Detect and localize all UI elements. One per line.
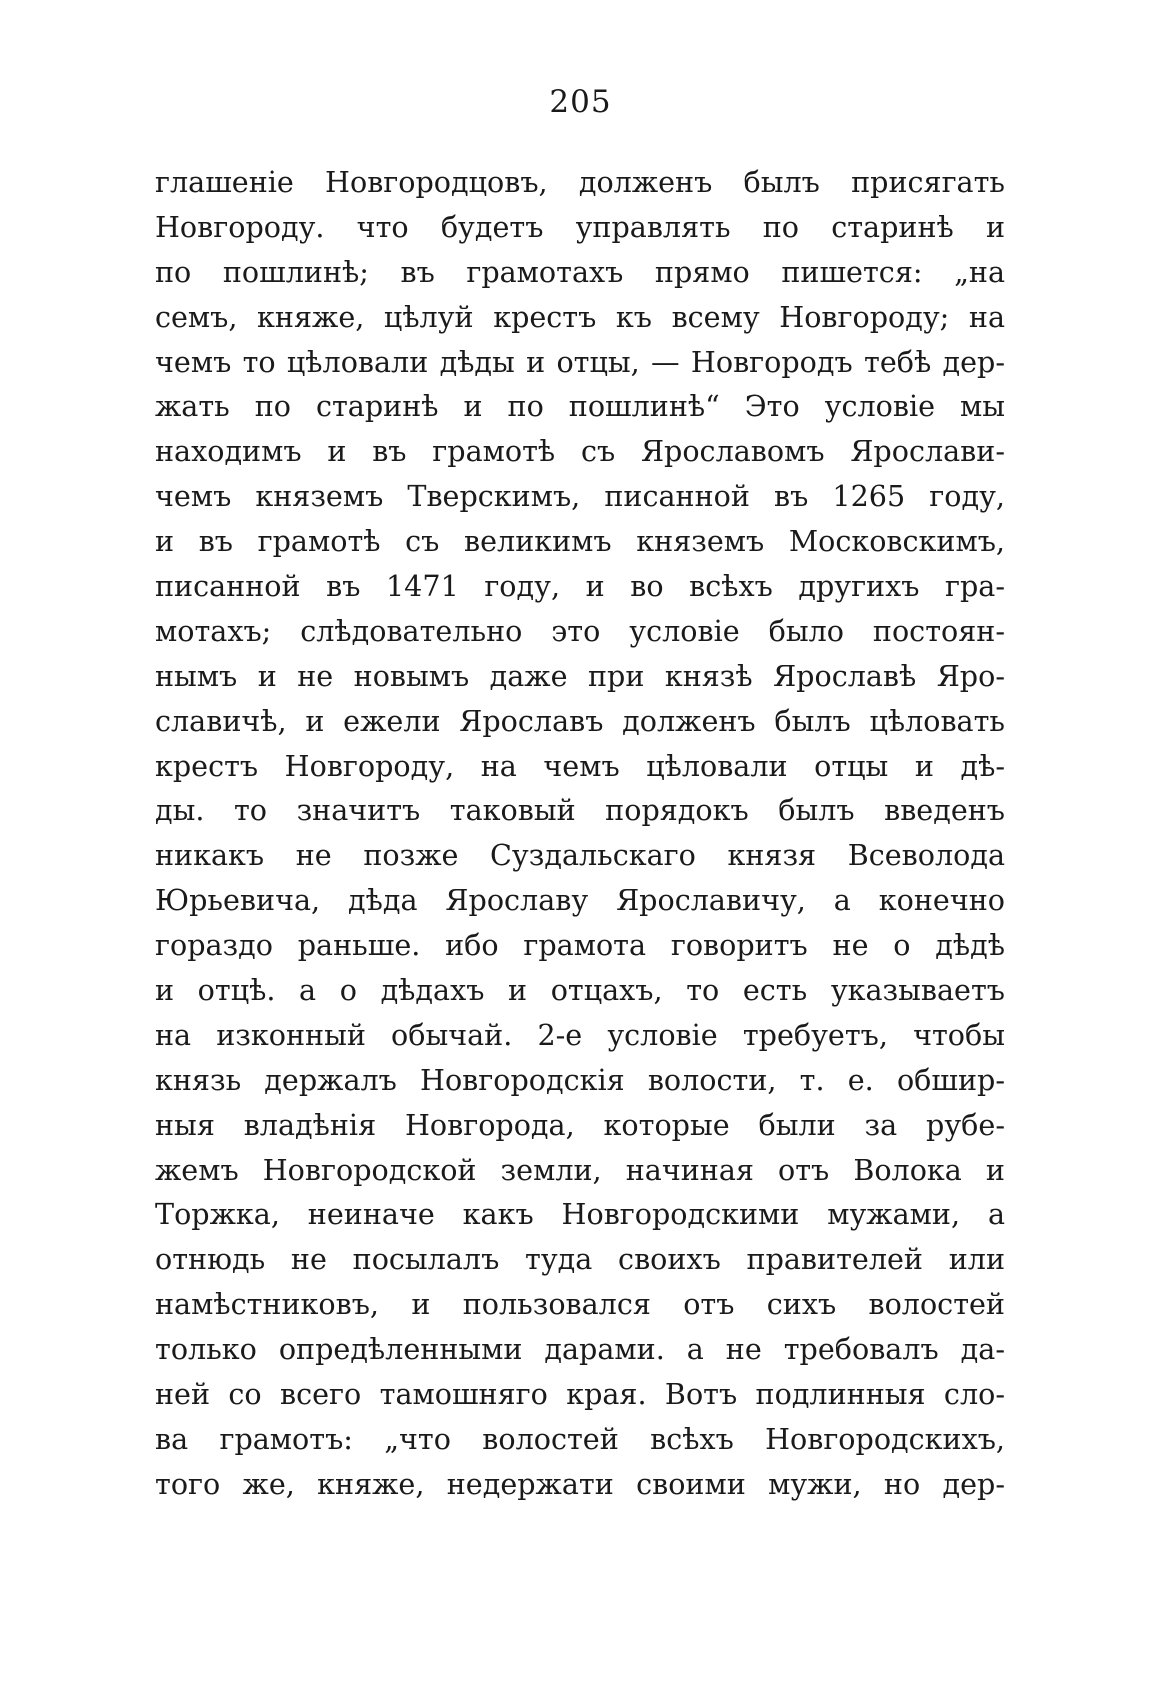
text-line: писанной въ 1471 году, и во всѣхъ другихъ гра- [155, 569, 1005, 604]
text-line: жемъ Новгородской земли, начиная отъ Волока и [155, 1152, 1005, 1187]
text-line: ней со всего тамошняго края. Вотъ подлинныя сло- [155, 1377, 1005, 1412]
text-line: по пошлинѣ; въ грамотахъ прямо пишется: „на [155, 254, 1005, 289]
text-line: находимъ и въ грамотѣ съ Ярославомъ Ярослави- [155, 434, 1005, 469]
text-line: ва грамотъ: „что волостей всѣхъ Новгородскихъ, [155, 1421, 1005, 1456]
text-line: гораздо раньше. ибо грамота говоритъ не о дѣдѣ [155, 928, 1005, 963]
text-line: никакъ не позже Суздальскаго князя Всеволода [155, 838, 1005, 873]
text-line: крестъ Новгороду, на чемъ цѣловали отцы и дѣ- [155, 748, 1005, 783]
text-line: только опредѣленными дарами. а не требовалъ да- [155, 1332, 1005, 1367]
text-line: чемъ княземъ Тверскимъ, писанной въ 1265 году, [155, 479, 1005, 514]
text-line: князь держалъ Новгородскія волости, т. е. обшир- [155, 1062, 1005, 1097]
text-line: чемъ то цѣловали дѣды и отцы, — Новгородъ тебѣ дер- [155, 344, 1005, 379]
text-line: ныя владѣнія Новгорода, которые были за рубе- [155, 1107, 1005, 1142]
text-line: славичѣ, и ежели Ярославъ долженъ былъ цѣловать [155, 703, 1005, 738]
text-line: жать по старинѣ и по пошлинѣ“ Это условіе мы [155, 389, 1005, 424]
text-line: Юрьевича, дѣда Ярославу Ярославичу, а конечно [155, 883, 1005, 918]
text-line: глашеніе Новгородцовъ, долженъ былъ присягать [155, 165, 1005, 199]
body-text [155, 160, 1005, 1507]
text-line: того же, княже, недержати своими мужи, но дер- [155, 1466, 1005, 1501]
text-line: отнюдь не посылалъ туда своихъ правителей или [155, 1242, 1005, 1277]
text-line: ды. то значитъ таковый порядокъ былъ введенъ [155, 793, 1005, 828]
text-line: мотахъ; слѣдовательно это условіе было постоян- [155, 613, 1005, 648]
text-line: и отцѣ. а о дѣдахъ и отцахъ, то есть указываетъ [155, 973, 1005, 1008]
text-line: Новгороду. что будетъ управлять по старинѣ и [155, 209, 1005, 244]
text-line: нымъ и не новымъ даже при князѣ Ярославѣ Яро- [155, 658, 1005, 693]
text-line: Торжка, неиначе какъ Новгородскими мужами, а [155, 1197, 1005, 1232]
text-line: и въ грамотѣ съ великимъ княземъ Московскимъ, [155, 524, 1005, 559]
page-number: 205 [549, 84, 612, 120]
text-line: намѣстниковъ, и пользовался отъ сихъ волостей [155, 1287, 1005, 1322]
text-line: семъ, княже, цѣлуй крестъ къ всему Новгороду; на [155, 299, 1005, 334]
text-line: на изконный обычай. 2-е условіе требуетъ, чтобы [155, 1017, 1005, 1052]
